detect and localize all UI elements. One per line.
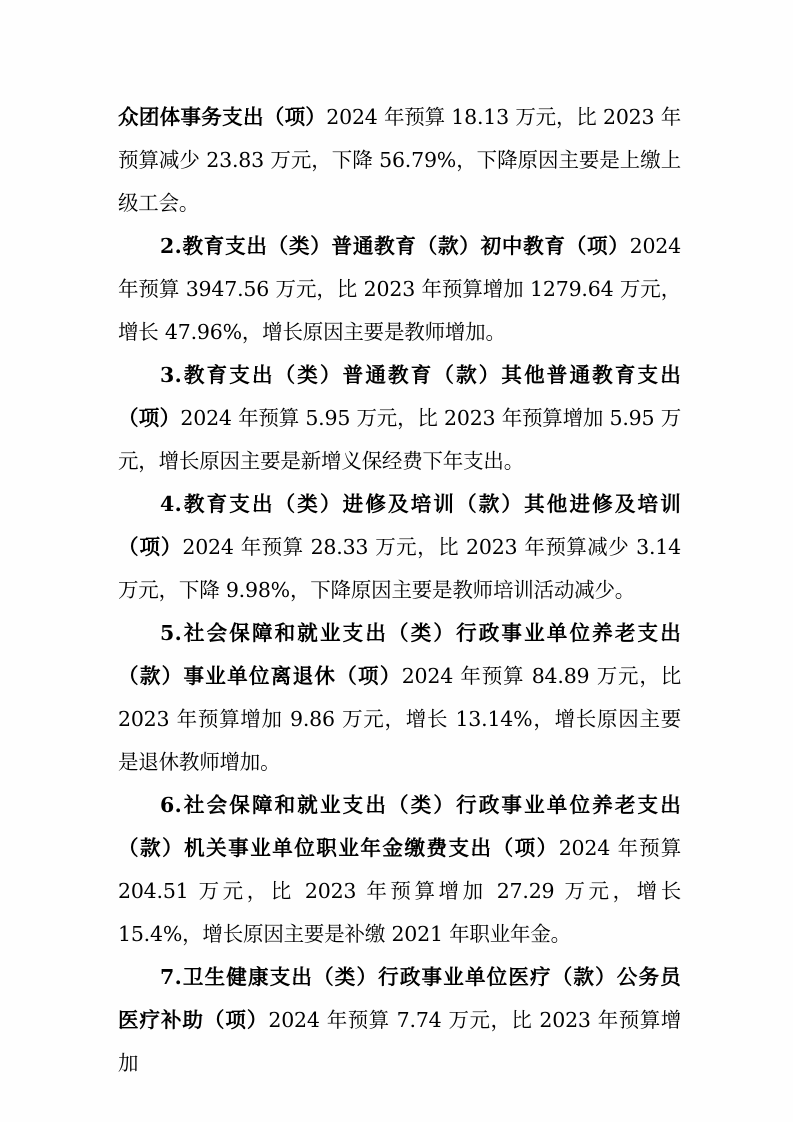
paragraph-heading-run: 4.教育支出（类）进修及培训（款）其他进修及培训（项） — [118, 492, 681, 559]
paragraph-heading-run: 众团体事务支出（项） — [118, 105, 327, 129]
paragraph-heading-run: 2.教育支出（类）普通教育（款）初中教育（项） — [160, 234, 630, 258]
paragraph-heading-run: 6.社会保障和就业支出（类）行政事业单位养老支出（款）机关事业单位职业年金缴费支出（项） — [118, 793, 681, 860]
paragraph-heading-run: 7.卫生健康支出（类）行政事业单位医疗（款）公务员医疗补助（项） — [118, 965, 681, 1032]
paragraph — [118, 483, 681, 612]
paragraph — [118, 354, 681, 483]
paragraph-text-run: 2024 年预算 5.95 万元，比 2023 年预算增加 5.95 万元，增长原因主要是新增义保经费下年支出。 — [118, 406, 681, 473]
paragraph-text-run: 2024 年预算 3947.56 万元，比 2023 年预算增加 1279.64 万元，增长 47.96%，增长原因主要是教师增加。 — [118, 234, 681, 344]
paragraph-text-run: 2024 年预算 28.33 万元，比 2023 年预算减少 3.14 万元，下降 9.98%，下降原因主要是教师培训活动减少。 — [118, 535, 681, 602]
paragraph — [118, 612, 681, 784]
paragraph — [118, 96, 681, 225]
paragraph — [118, 225, 681, 354]
paragraph-text-run: 2024 年预算 204.51 万元，比 2023 年预算增加 27.29 万元，增长 15.4%，增长原因主要是补缴 2021 年职业年金。 — [118, 836, 681, 946]
paragraph-heading-run: 5.社会保障和就业支出（类）行政事业单位养老支出（款）事业单位离退休（项） — [118, 621, 681, 688]
paragraph — [118, 784, 681, 956]
document-body — [118, 96, 681, 1085]
paragraph — [118, 956, 681, 1085]
paragraph-text-run: 2024 年预算 18.13 万元，比 2023 年预算减少 23.83 万元，下降 56.79%，下降原因主要是上缴上级工会。 — [118, 105, 681, 215]
paragraph-heading-run: 3.教育支出（类）普通教育（款）其他普通教育支出（项） — [118, 363, 681, 430]
paragraph-text-run: 2024 年预算 7.74 万元，比 2023 年预算增加 — [118, 1008, 682, 1075]
paragraph-text-run: 2024 年预算 84.89 万元，比 2023 年预算增加 9.86 万元，增长 13.14%，增长原因主要是退休教师增加。 — [118, 664, 681, 774]
